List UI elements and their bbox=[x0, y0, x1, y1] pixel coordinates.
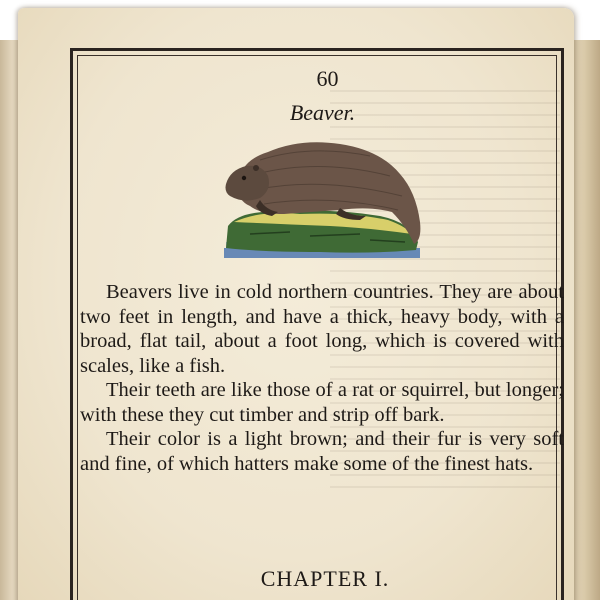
paragraph: Their color is a light brown; and their fur is very soft and fine, of which hatters make some of the finest hats. bbox=[80, 428, 564, 475]
paragraph: Beavers live in cold northern countries. They are about two feet in length, and have a thick, heavy body, with a broad, flat tail, about a foot long, which is covered with scales, like a fish. bbox=[80, 281, 564, 377]
chapter-heading: CHAPTER I. bbox=[260, 566, 390, 591]
beaver-head bbox=[226, 166, 270, 201]
page-number: 60 bbox=[316, 66, 339, 91]
beaver-eye bbox=[242, 176, 246, 180]
beaver-illustration bbox=[220, 130, 430, 270]
page-title: Beaver. bbox=[289, 100, 356, 125]
beaver-ear bbox=[253, 165, 259, 171]
paragraph: Their teeth are like those of a rat or squirrel, but longer; with these they cut timber and strip off bark. bbox=[80, 379, 564, 426]
body-text bbox=[80, 280, 564, 476]
